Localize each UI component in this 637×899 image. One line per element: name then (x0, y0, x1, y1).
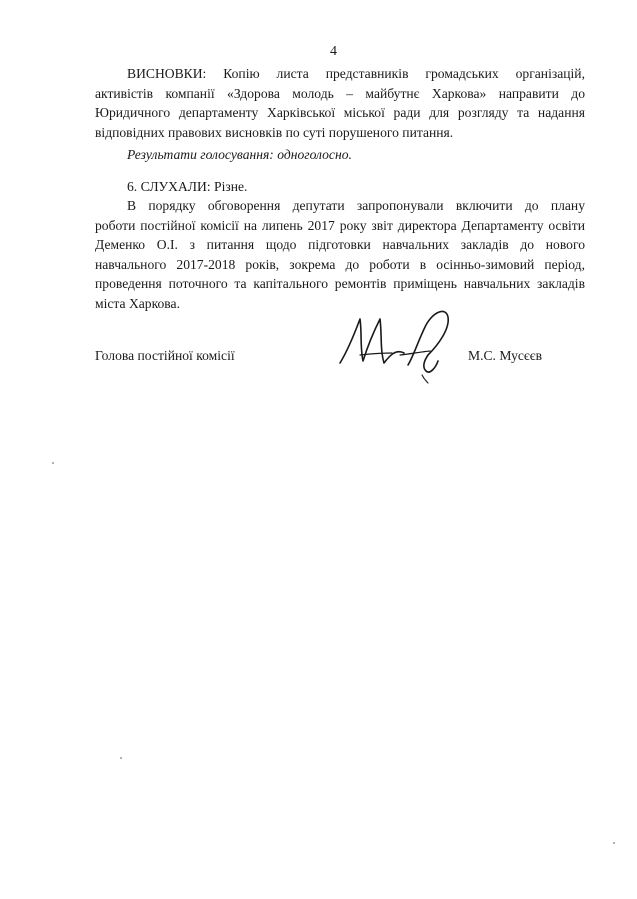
scan-speck (120, 757, 122, 759)
paragraph-line: міста Харкова. (95, 295, 180, 311)
paragraph-line: активістів компанії «Здорова молодь – майбутнє Харкова» направити до (95, 85, 585, 101)
paragraph-line: проведення поточного та капітального ремонтів приміщень навчальних закладів (95, 276, 585, 292)
chair-name: М.С. Мусєєв (468, 348, 543, 363)
paragraph-line: роботи постійної комісії на липень 2017 року звіт директора Департаменту освіти (95, 217, 585, 233)
item-6-paragraph (95, 196, 585, 314)
scan-speck (52, 462, 54, 464)
paragraph-line: навчального 2017-2018 років, зокрема до роботи в осінньо-зимовий період, (95, 256, 585, 272)
scan-speck (613, 842, 615, 844)
chair-title: Голова постійної комісії (95, 348, 235, 363)
page-number: 4 (330, 44, 337, 59)
paragraph-line: Юридичного департаменту Харківської міської ради для розгляду та надання (95, 105, 585, 121)
item-6-heading: 6. СЛУХАЛИ: Різне. (127, 179, 248, 194)
paragraph-line: В порядку обговорення депутати запропонували включити до плану (127, 198, 585, 213)
handwritten-signature (330, 305, 470, 385)
voting-results: Результати голосування: одноголосно. (127, 147, 352, 162)
paragraph-line: Деменко О.І. з питання щодо підготовки навчальних закладів до нового (95, 237, 585, 253)
conclusions-paragraph (95, 64, 585, 142)
paragraph-line: ВИСНОВКИ: Копію листа представників громадських організацій, (127, 66, 585, 81)
paragraph-line: відповідних правових висновків по суті порушеного питання. (95, 124, 454, 140)
